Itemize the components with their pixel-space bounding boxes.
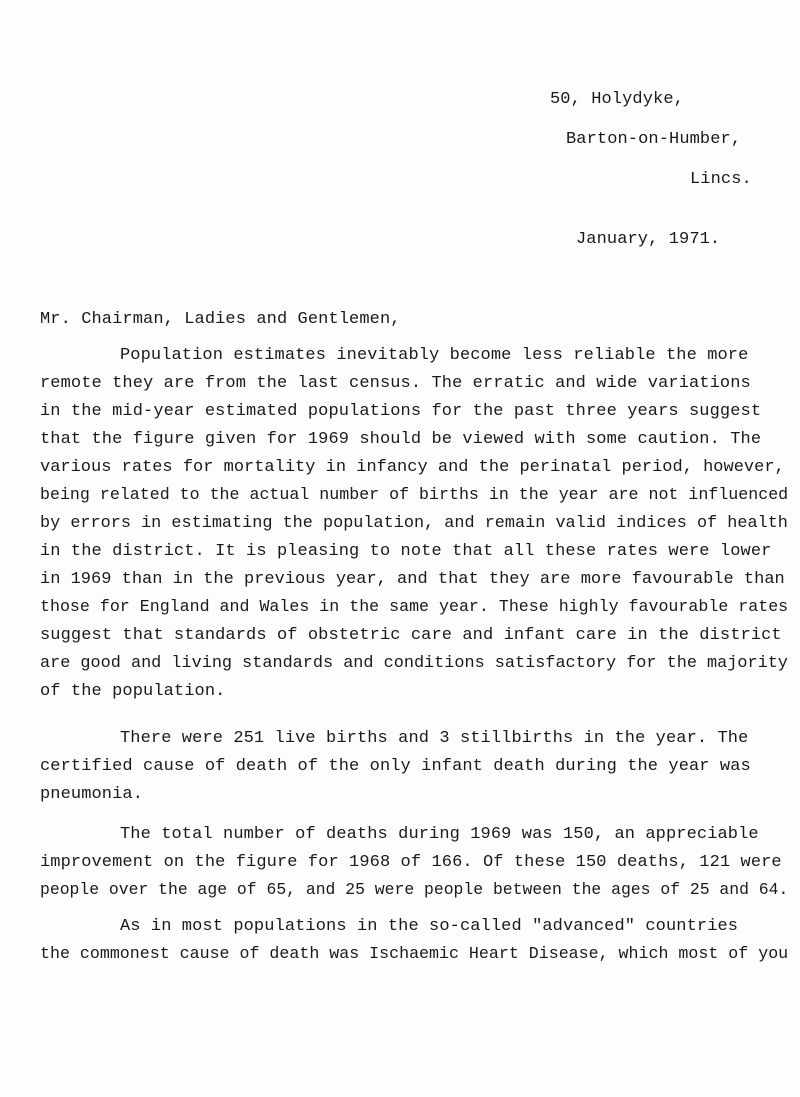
paragraph-line: the commonest cause of death was Ischaemic Heart Disease, which most of you xyxy=(40,945,789,964)
paragraph-line: are good and living standards and conditions satisfactory for the majority xyxy=(40,654,788,673)
paragraph-line: certified cause of death of the only infant death during the year was xyxy=(40,757,751,776)
paragraph-line: pneumonia. xyxy=(40,785,144,804)
paragraph-line: being related to the actual number of births in the year are not influenced xyxy=(40,486,789,505)
paragraph-line: Population estimates inevitably become less reliable the more xyxy=(120,346,749,365)
paragraph-line: The total number of deaths during 1969 was 150, an appreciable xyxy=(120,825,759,844)
paragraph-line: by errors in estimating the population, and remain valid indices of health xyxy=(40,514,788,533)
paragraph-line: various rates for mortality in infancy and the perinatal period, however, xyxy=(40,458,785,477)
paragraph-line: people over the age of 65, and 25 were people between the ages of 25 and 64. xyxy=(40,881,789,900)
paragraph-line: remote they are from the last census. The erratic and wide variations xyxy=(40,374,751,393)
address-line-2: Barton-on-Humber, xyxy=(566,130,742,149)
paragraph-line: There were 251 live births and 3 stillbirths in the year. The xyxy=(120,729,749,748)
paragraph-line: those for England and Wales in the same year. These highly favourable rates xyxy=(40,598,789,617)
letter-date: January, 1971. xyxy=(576,230,721,249)
paragraph-line: of the population. xyxy=(40,682,226,701)
paragraph-line: in 1969 than in the previous year, and that they are more favourable than xyxy=(40,570,785,589)
address-line-3: Lincs. xyxy=(690,170,752,189)
paragraph-line: in the district. It is pleasing to note that all these rates were lower xyxy=(40,542,772,561)
paragraph-line: that the figure given for 1969 should be viewed with some caution. The xyxy=(40,430,762,449)
paragraph-line: in the mid-year estimated populations for the past three years suggest xyxy=(40,402,762,421)
paragraph-line: improvement on the figure for 1968 of 166. Of these 150 deaths, 121 were xyxy=(40,853,782,872)
salutation: Mr. Chairman, Ladies and Gentlemen, xyxy=(40,310,401,329)
paragraph-line: As in most populations in the so-called "advanced" countries xyxy=(120,917,739,936)
address-line-1: 50, Holydyke, xyxy=(550,90,684,109)
paragraph-line: suggest that standards of obstetric care and infant care in the district xyxy=(40,626,782,645)
